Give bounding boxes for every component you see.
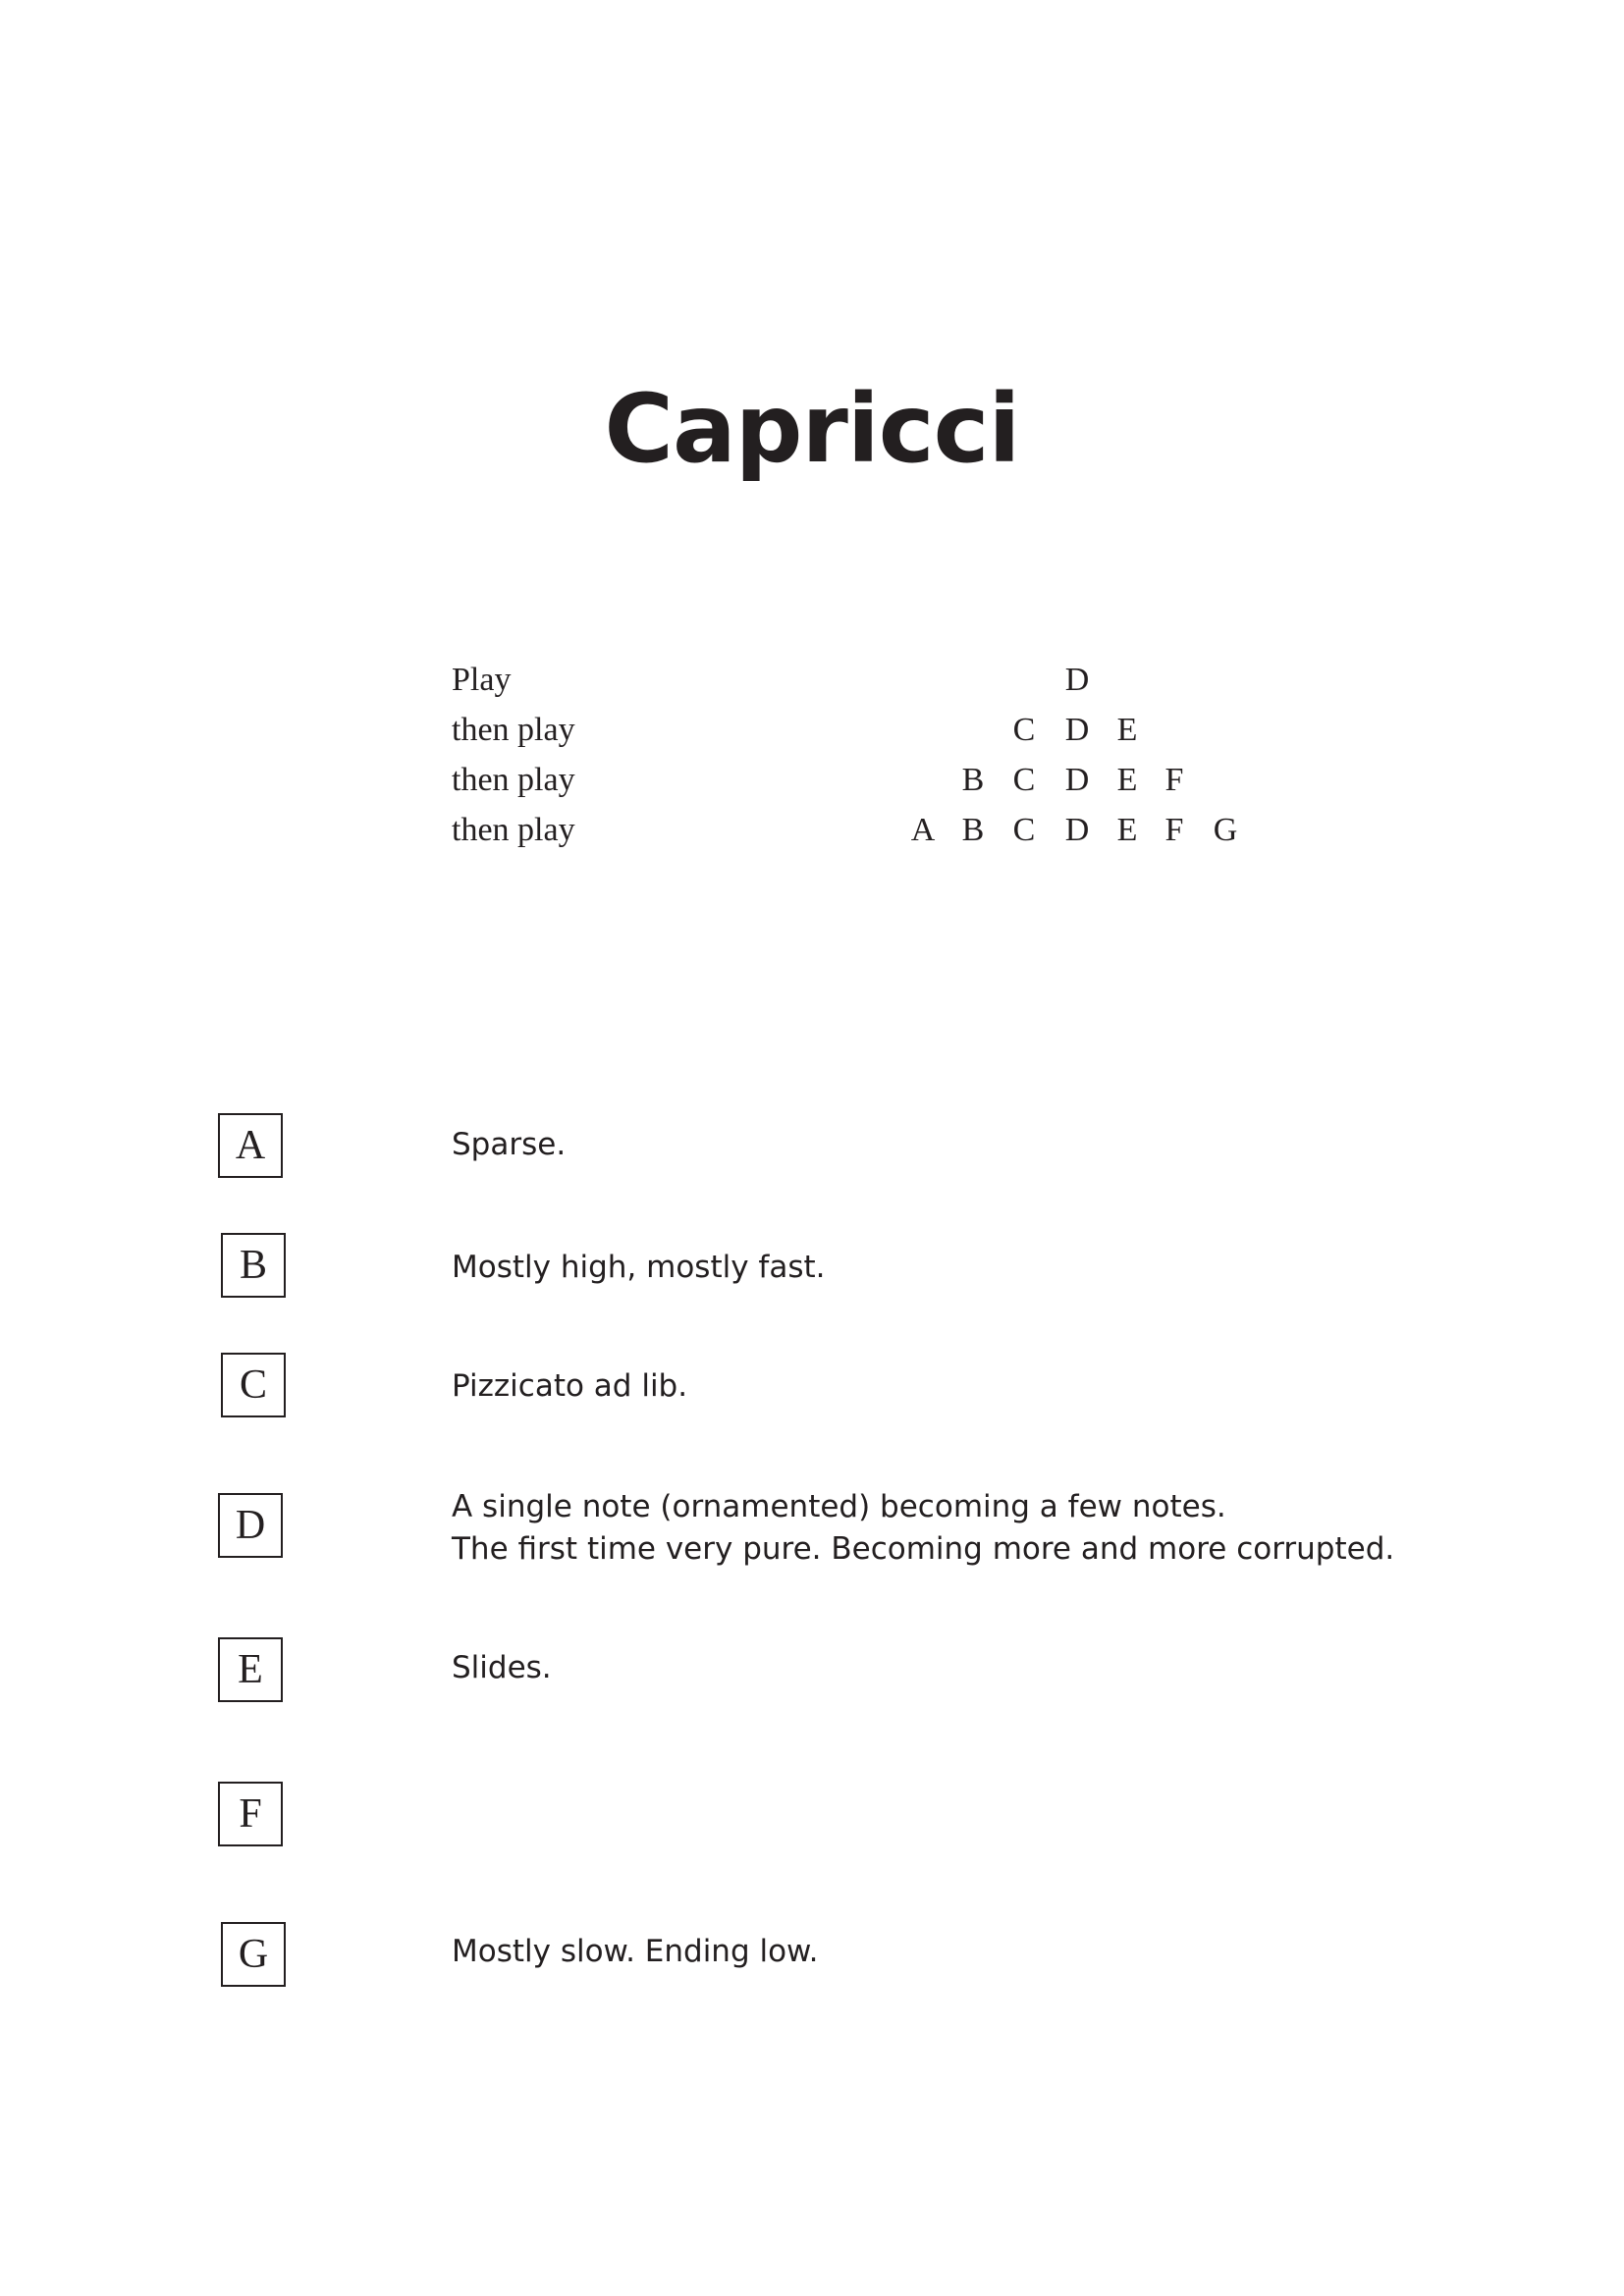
sequence-note: D xyxy=(1064,712,1090,748)
sequence-note: F xyxy=(1164,812,1184,848)
sequence-label: then play xyxy=(452,712,575,748)
sequence-note: B xyxy=(961,812,985,848)
sequence-label: Play xyxy=(452,662,512,698)
sequence-note: D xyxy=(1064,662,1090,698)
section-description: A single note (ornamented) becoming a few notes. xyxy=(452,1489,1226,1524)
section-description: Mostly high, mostly fast. xyxy=(452,1250,826,1285)
page-title: Capricci xyxy=(604,374,1020,485)
section-letter-box: G xyxy=(221,1922,286,1987)
section-letter-box: F xyxy=(218,1782,283,1846)
section-letter-box: A xyxy=(218,1113,283,1178)
sequence-label: then play xyxy=(452,812,575,848)
section-letter-box: E xyxy=(218,1637,283,1702)
section-description: Mostly slow. Ending low. xyxy=(452,1934,819,1969)
section-letter-box: C xyxy=(221,1353,286,1417)
sequence-note: C xyxy=(1012,762,1036,798)
section-letter-box: B xyxy=(221,1233,286,1298)
section-description: Sparse. xyxy=(452,1127,567,1162)
sequence-note: C xyxy=(1012,812,1036,848)
section-letter-box: D xyxy=(218,1493,283,1558)
sequence-note: E xyxy=(1116,762,1138,798)
sequence-note: D xyxy=(1064,762,1090,798)
section-description: The first time very pure. Becoming more and more corrupted. xyxy=(452,1531,1395,1567)
sequence-note: C xyxy=(1012,712,1036,748)
sequence-note: A xyxy=(910,812,936,848)
sequence-note: G xyxy=(1213,812,1238,848)
sequence-note: E xyxy=(1116,712,1138,748)
sequence-note: B xyxy=(961,762,985,798)
sequence-label: then play xyxy=(452,762,575,798)
section-description: Slides. xyxy=(452,1650,552,1685)
sequence-note: F xyxy=(1164,762,1184,798)
section-description: Pizzicato ad lib. xyxy=(452,1368,688,1404)
sequence-note: D xyxy=(1064,812,1090,848)
sequence-note: E xyxy=(1116,812,1138,848)
